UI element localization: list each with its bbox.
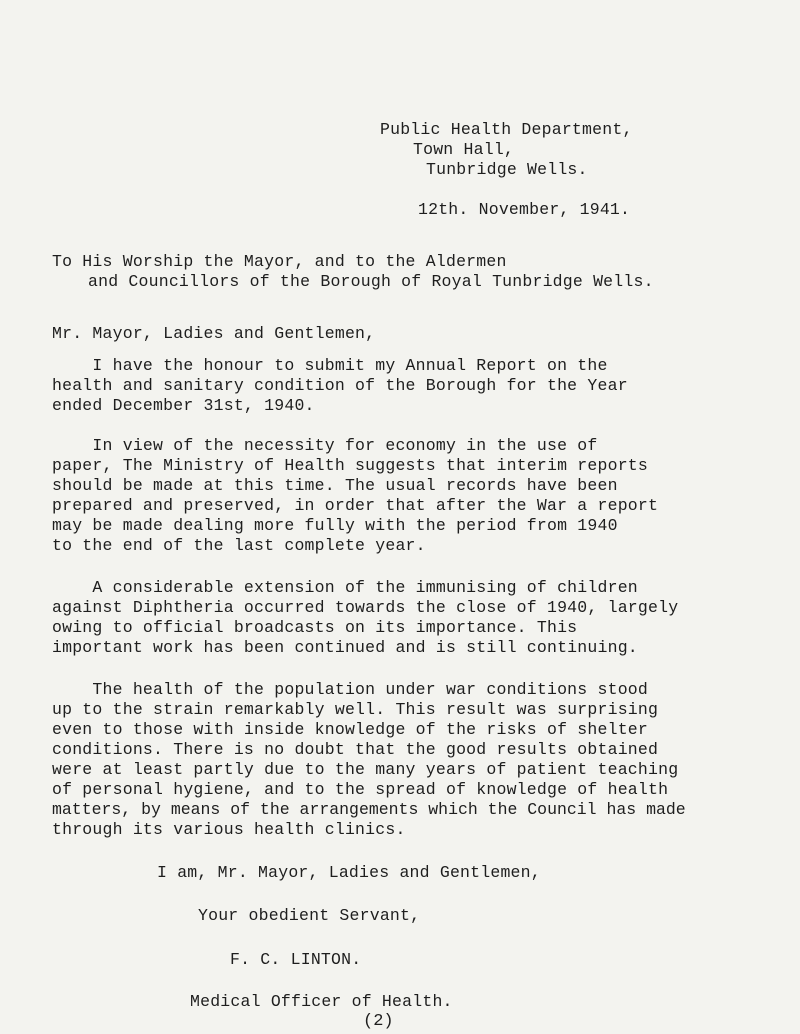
paragraph-line: through its various health clinics. — [52, 820, 406, 839]
paragraph-line: prepared and preserved, in order that after the War a report — [52, 496, 659, 515]
paragraph-line: important work has been continued and is still continuing. — [52, 638, 638, 657]
paragraph-line: up to the strain remarkably well. This result was surprising — [52, 700, 659, 719]
paragraph-line: of personal hygiene, and to the spread of knowledge of health — [52, 780, 669, 799]
paragraph-line: The health of the population under war conditions stood — [52, 680, 648, 699]
paragraph-line: to the end of the last complete year. — [52, 536, 426, 555]
address-line-town: Tunbridge Wells. — [426, 160, 588, 179]
salutation: Mr. Mayor, Ladies and Gentlemen, — [52, 324, 376, 343]
paragraph-line: owing to official broadcasts on its importance. This — [52, 618, 578, 637]
signatory-title: Medical Officer of Health. — [190, 992, 453, 1011]
paragraph-line: A considerable extension of the immunising of children — [52, 578, 638, 597]
signature-name: F. C. LINTON. — [230, 950, 362, 969]
paragraph-line: matters, by means of the arrangements which the Council has made — [52, 800, 686, 819]
addressee-line-1: To His Worship the Mayor, and to the Aldermen — [52, 252, 507, 271]
paragraph-line: I have the honour to submit my Annual Report on the — [52, 356, 608, 375]
paragraph-line: paper, The Ministry of Health suggests that interim reports — [52, 456, 648, 475]
paragraph-line: ended December 31st, 1940. — [52, 396, 315, 415]
page-number: (2) — [363, 1012, 394, 1031]
paragraph-line: against Diphtheria occurred towards the close of 1940, largely — [52, 598, 679, 617]
addressee-line-2: and Councillors of the Borough of Royal Tunbridge Wells. — [88, 272, 654, 291]
closing-line: I am, Mr. Mayor, Ladies and Gentlemen, — [157, 863, 541, 882]
valediction: Your obedient Servant, — [198, 906, 421, 925]
paragraph-line: conditions. There is no doubt that the good results obtained — [52, 740, 659, 759]
address-line-hall: Town Hall, — [413, 140, 515, 159]
paragraph-line: health and sanitary condition of the Borough for the Year — [52, 376, 628, 395]
paragraph-line: were at least partly due to the many years of patient teaching — [52, 760, 679, 779]
paragraph-line: should be made at this time. The usual records have been — [52, 476, 618, 495]
letter-date: 12th. November, 1941. — [418, 200, 631, 219]
paragraph-line: may be made dealing more fully with the period from 1940 — [52, 516, 618, 535]
paragraph-line: In view of the necessity for economy in the use of — [52, 436, 598, 455]
address-line-department: Public Health Department, — [380, 120, 633, 139]
paragraph-line: even to those with inside knowledge of the risks of shelter — [52, 720, 648, 739]
